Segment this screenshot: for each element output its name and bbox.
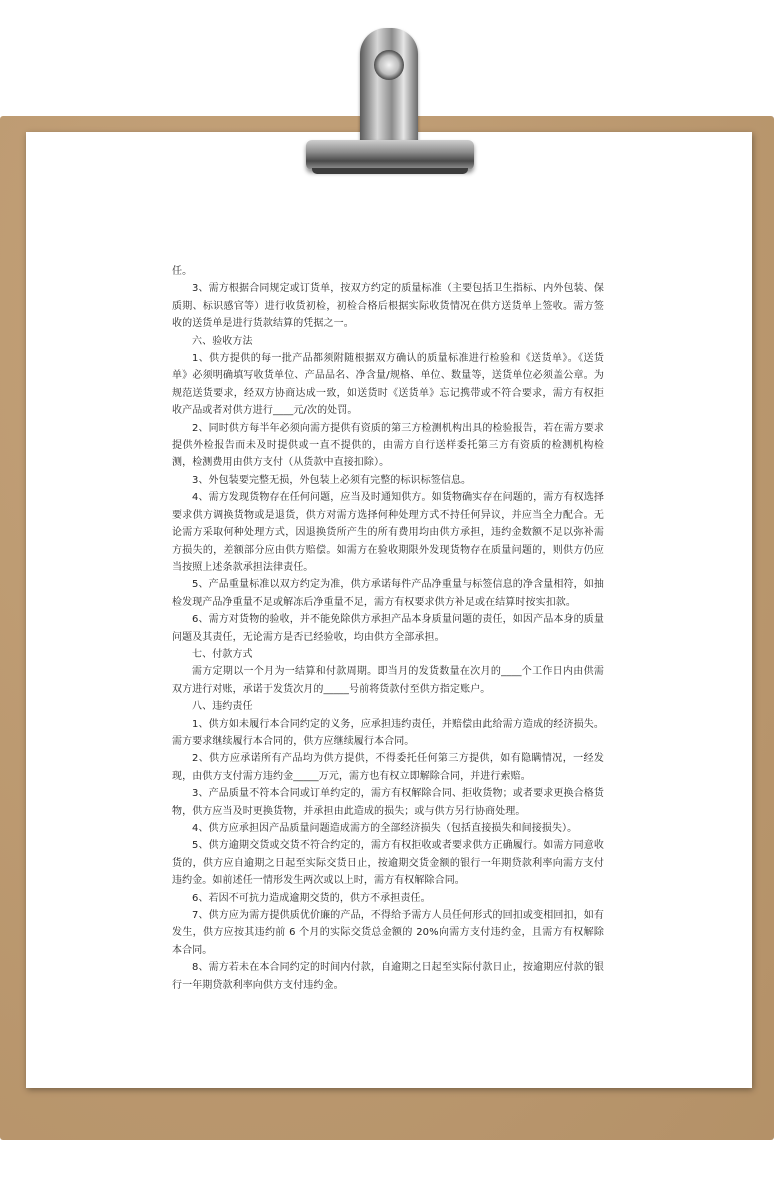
contract-paragraph: 4、需方发现货物存在任何问题，应当及时通知供方。如货物确实存在问题的，需方有权选择要求供方调换货物或是退货，供方对需方选择何种处理方式不持任何异议，并应当全力配合。无论需方采取何种处理方式，因退换货所产生的所有费用均由供方承担，违约金数额不足以弥补需方损失的，差额部分应由供方赔偿。如需方在验收期限外发现货物存在质量问题的，则供方仍应当按照上述条款承担法律责任。 — [172, 492, 604, 573]
contract-paragraph: 1、供方提供的每一批产品都须附随根据双方确认的质量标准进行检验和《送货单》。《送货单》必须明确填写收货单位、产品品名、净含量/规格、单位、数量等，送货单位必须盖公章。为规范送货要求，经双方协商达成一致，如送货时《送货单》忘记携带或不符合要求，需方有权拒收产品或者对供方进行____元/次的处罚。 — [172, 353, 604, 417]
clip-base-lip — [312, 168, 468, 174]
contract-text — [172, 263, 604, 994]
clip-base — [306, 140, 474, 170]
contract-paragraph: 任。 — [172, 266, 193, 277]
contract-paragraph: 4、供方应承担因产品质量问题造成需方的全部经济损失（包括直接损失和间接损失）。 — [192, 823, 578, 834]
clip-hole — [374, 50, 404, 80]
contract-paragraph: 3、产品质量不符本合同或订单约定的，需方有权解除合同、拒收货物；或者要求更换合格货物，供方应当及时更换货物，并承担由此造成的损失；或与供方另行协商处理。 — [172, 788, 604, 817]
binder-clip — [306, 22, 474, 178]
contract-paragraph: 需方定期以一个月为一结算和付款周期。即当月的发货数量在次月的____个工作日内由供需双方进行对账，承诺于发货次月的_____号前将货款付至供方指定账户。 — [172, 666, 604, 695]
contract-paragraph: 8、需方若未在本合同约定的时间内付款，自逾期之日起至实际付款日止，按逾期应付款的银行一年期贷款利率向供方支付违约金。 — [172, 962, 604, 991]
contract-paragraph: 七、付款方式 — [192, 648, 253, 660]
contract-paragraph: 7、供方应为需方提供质优价廉的产品，不得给予需方人员任何形式的回扣或变相回扣，如有发生，供方应按其违约前 6 个月的实际交货总金额的 20%向需方支付违约金，且需方有权解除本合同。 — [172, 910, 604, 956]
contract-paragraph: 3、外包装要完整无损，外包装上必须有完整的标识标签信息。 — [192, 474, 472, 486]
contract-paragraph: 5、产品重量标准以双方约定为准，供方承诺每件产品净重量与标签信息的净含量相符，如抽检发现产品净重量不足或解冻后净重量不足，需方有权要求供方补足或在结算时按实扣款。 — [172, 579, 604, 608]
contract-paragraph: 八、违约责任 — [192, 701, 253, 713]
contract-paragraph: 2、供方应承诺所有产品均为供方提供，不得委托任何第三方提供，如有隐瞒情况，一经发现，由供方支付需方违约金_____万元，需方也有权立即解除合同，并进行索赔。 — [172, 753, 604, 782]
contract-paragraph: 1、供方如未履行本合同约定的义务，应承担违约责任，并赔偿由此给需方造成的经济损失。需方要求继续履行本合同的，供方应继续履行本合同。 — [172, 718, 604, 747]
clip-handle — [360, 28, 418, 148]
contract-paragraph: 3、需方根据合同规定或订货单，按双方约定的质量标准（主要包括卫生指标、内外包装、保质期、标识感官等）进行收货初检，初检合格后根据实际收货情况在供方送货单上签收。需方签收的送货单是进行货款结算的凭据之一。 — [172, 283, 604, 330]
contract-paragraph: 5、供方逾期交货或交货不符合约定的，需方有权拒收或者要求供方正确履行。如需方同意收货的，供方应自逾期之日起至实际交货日止，按逾期交货金额的银行一年期贷款利率向需方支付违约金。如前述任一情形发生两次或以上时，需方有权解除合同。 — [172, 840, 604, 887]
contract-paragraph: 6、若因不可抗力造成逾期交货的，供方不承担责任。 — [192, 892, 431, 904]
contract-paragraph: 6、需方对货物的验收，并不能免除供方承担产品本身质量问题的责任，如因产品本身的质量问题及其责任，无论需方是否已经验收，均由供方全部承担。 — [172, 614, 604, 643]
contract-paragraph: 六、验收方法 — [192, 335, 253, 347]
contract-paragraph: 2、同时供方每半年必须向需方提供有资质的第三方检测机构出具的检验报告，若在需方要求提供外检报告而未及时提供或一直不提供的，由需方自行送样委托第三方有资质的检测机构检测，检测费用由供方支付（从货款中直接扣除）。 — [172, 422, 604, 469]
